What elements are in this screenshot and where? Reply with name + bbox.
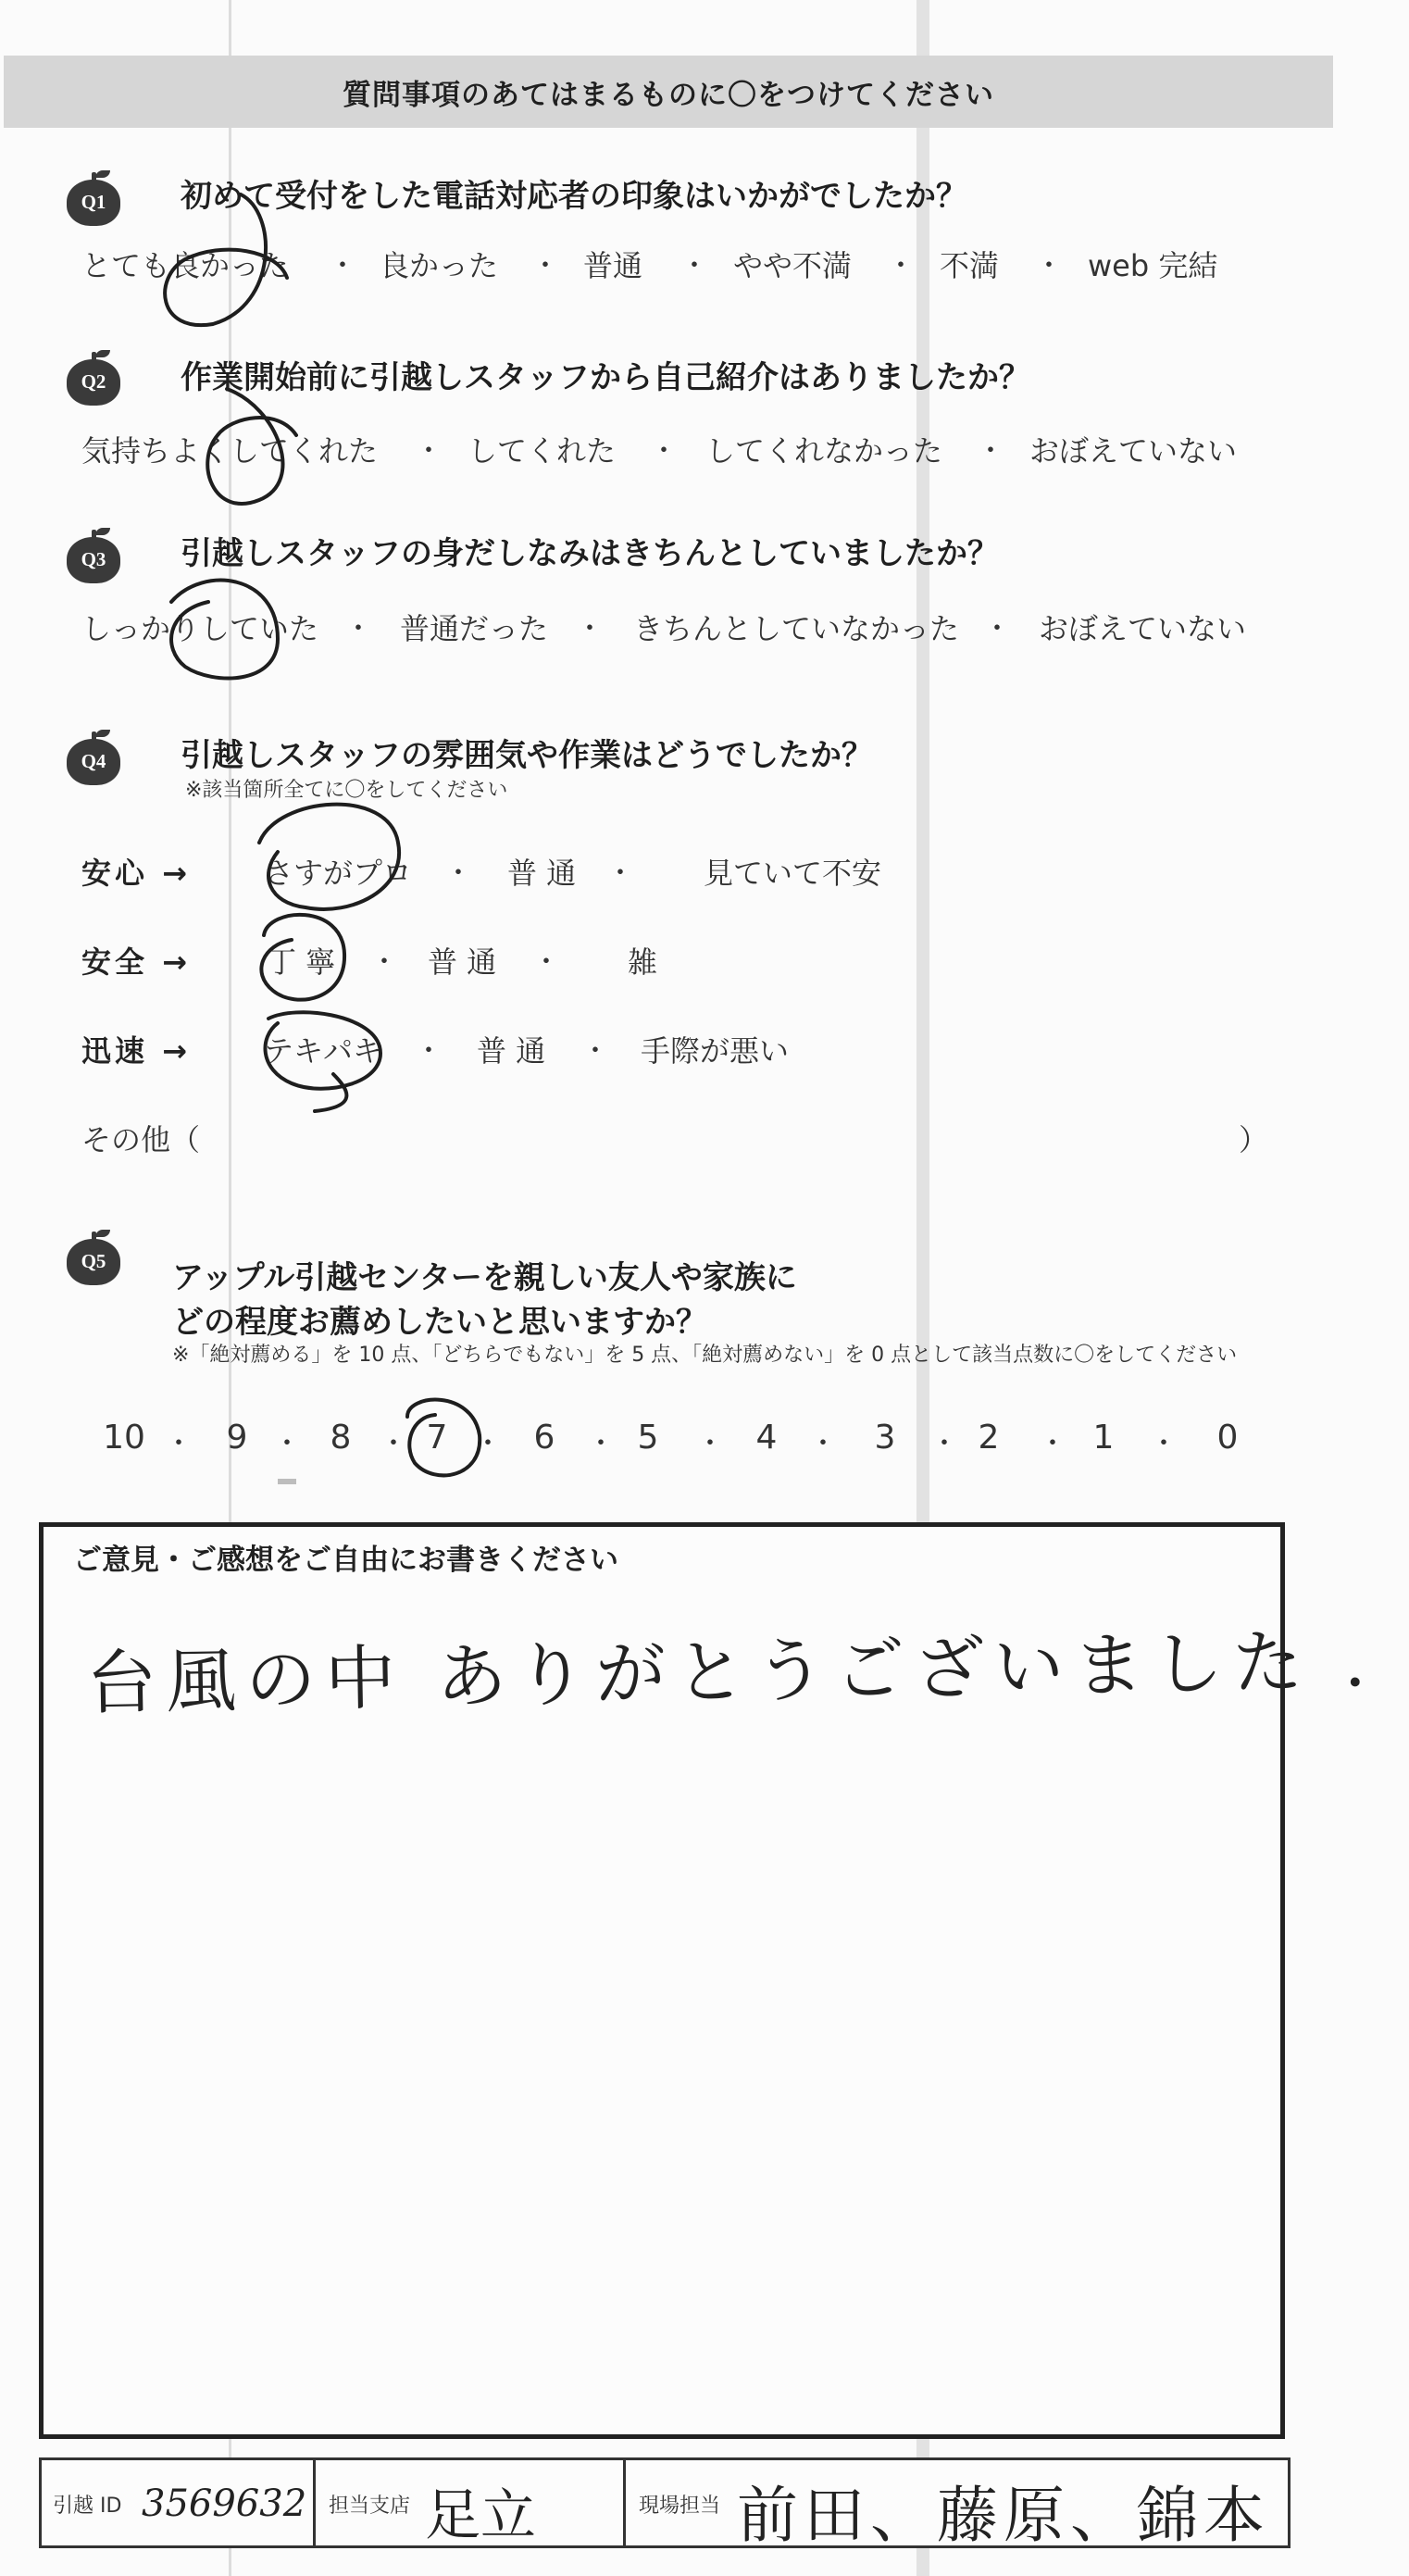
q4-reassurance-normal[interactable]: 普 通 <box>507 856 577 891</box>
q5-apple-icon: Q5 <box>67 1232 120 1285</box>
q4-category-safety: 安全 → <box>81 944 191 980</box>
q5-question-line2: どの程度お薦めしたいと思いますか？ <box>172 1304 707 1341</box>
q2-apple-icon: Q2 <box>67 352 120 406</box>
staff-label: 現場担当 <box>639 2495 721 2518</box>
q1-question: 初めて受付をした電話対応者の印象はいかがでしたか？ <box>181 178 967 215</box>
score-0[interactable]: 0 <box>1216 1419 1239 1457</box>
separator-dot: ・ <box>576 613 604 645</box>
comment-handwriting: 台風の中 ありがとうございました . <box>85 1619 1377 1725</box>
separator-dot: ・ <box>587 1428 615 1460</box>
score-9[interactable]: 9 <box>226 1419 248 1457</box>
q1-option-very-good[interactable]: とても良かった <box>81 248 290 283</box>
separator-dot: ・ <box>930 1428 958 1460</box>
separator-dot: ・ <box>983 613 1011 645</box>
separator-dot: ・ <box>532 946 560 979</box>
comment-label: ご意見・ご感想をご自由にお書きください <box>73 1544 618 1577</box>
q2-option-dont-remember[interactable]: おぼえていない <box>1029 433 1238 469</box>
branch-value: 足立 <box>425 2483 536 2548</box>
score-7[interactable]: 7 <box>426 1419 448 1457</box>
q4-reassurance-anxious[interactable]: 見ていて不安 <box>704 856 882 891</box>
footer-branch-cell <box>316 2460 626 2548</box>
q4-speed-normal[interactable]: 普 通 <box>477 1033 546 1069</box>
score-2[interactable]: 2 <box>978 1419 1000 1457</box>
q2-question: 作業開始前に引越しスタッフから自己紹介はありましたか？ <box>181 359 1030 396</box>
score-4[interactable]: 4 <box>755 1419 778 1457</box>
q1-option-normal[interactable]: 普通 <box>583 248 643 283</box>
separator-dot: ・ <box>809 1428 837 1460</box>
score-1[interactable]: 1 <box>1092 1419 1115 1457</box>
score-3[interactable]: 3 <box>874 1419 896 1457</box>
q5-question-line1: アップル引越センターを親しい友人や家族に <box>172 1259 797 1296</box>
separator-dot: ・ <box>696 1428 724 1460</box>
move-id-label: 引越 ID <box>53 2495 122 2518</box>
q4-speed-quick[interactable]: テキパキ <box>264 1033 383 1069</box>
separator-dot: ・ <box>273 1428 301 1460</box>
footer-id-cell <box>42 2460 316 2545</box>
instruction-header <box>4 56 1333 128</box>
q4-apple-icon: Q4 <box>67 732 120 785</box>
q1-option-web[interactable]: web 完結 <box>1088 248 1218 283</box>
separator-dot: ・ <box>415 1035 443 1068</box>
q2-option-did-not[interactable]: してくれなかった <box>705 433 943 469</box>
q5-note: ※「絶対薦める」を 10 点、「どちらでもない」を 5 点、「絶対薦めない」を 0 点として該当点数に〇をしてください <box>172 1344 1238 1367</box>
separator-dot: ・ <box>1035 250 1063 282</box>
separator-dot: ・ <box>329 250 356 282</box>
q4-note: ※該当箇所全てに〇をしてください <box>185 779 508 802</box>
footer-info <box>39 2457 1291 2551</box>
separator-dot: ・ <box>415 435 443 468</box>
q4-safety-normal[interactable]: 普 通 <box>428 944 497 980</box>
q3-option-neat[interactable]: しっかりしていた <box>81 611 319 646</box>
q1-option-slightly-dissatisfied[interactable]: やや不満 <box>733 248 853 283</box>
q1-option-dissatisfied[interactable]: 不満 <box>940 248 1000 283</box>
separator-dot: ・ <box>581 1035 609 1068</box>
q4-speed-clumsy[interactable]: 手際が悪い <box>641 1033 790 1069</box>
separator-dot: ・ <box>606 857 634 890</box>
separator-dot: ・ <box>650 435 678 468</box>
q1-option-good[interactable]: 良かった <box>380 248 499 283</box>
separator-dot: ・ <box>344 613 372 645</box>
q2-option-did[interactable]: してくれた <box>468 433 617 469</box>
score-5[interactable]: 5 <box>637 1419 659 1457</box>
comment-box[interactable] <box>39 1522 1377 2439</box>
q3-option-dont-remember[interactable]: おぼえていない <box>1039 611 1247 646</box>
score-10[interactable]: 10 <box>103 1419 145 1457</box>
footer-staff-cell <box>626 2460 1285 2551</box>
q3-apple-icon: Q3 <box>67 530 120 583</box>
score-8[interactable]: 8 <box>330 1419 352 1457</box>
staff-value: 前田、藤原、錦本 <box>737 2480 1270 2551</box>
separator-dot: ・ <box>444 857 472 890</box>
q1-apple-icon: Q1 <box>67 172 120 226</box>
separator-dot: ・ <box>680 250 708 282</box>
q4-safety-rough[interactable]: 雑 <box>628 944 658 980</box>
q4-other-close: ） <box>1239 1122 1269 1157</box>
separator-dot: ・ <box>370 946 398 979</box>
instruction-title: 質問事項のあてはまるものに〇をつけてください <box>343 78 994 112</box>
score-6[interactable]: 6 <box>533 1419 555 1457</box>
move-id-value: 3569632 <box>142 2482 307 2525</box>
separator-dot: ・ <box>1150 1428 1178 1460</box>
separator-dot: ・ <box>531 250 559 282</box>
q3-option-not-neat[interactable]: きちんとしていなかった <box>633 611 960 646</box>
q4-reassurance-professional[interactable]: さすがプロ <box>264 856 413 891</box>
q4-question: 引越しスタッフの雰囲気や作業はどうでしたか？ <box>181 737 873 774</box>
q2-option-pleasant[interactable]: 気持ちよくしてくれた <box>81 433 379 469</box>
branch-label: 担当支店 <box>329 2495 411 2518</box>
separator-dot: ・ <box>474 1428 502 1460</box>
q4-category-speed: 迅速 → <box>81 1033 191 1069</box>
q3-option-normal[interactable]: 普通だった <box>400 611 549 646</box>
separator-dot: ・ <box>977 435 1004 468</box>
q3-question: 引越しスタッフの身だしなみはきちんとしていましたか？ <box>181 535 999 572</box>
q4-safety-careful[interactable]: 丁 寧 <box>267 944 336 980</box>
separator-dot: ・ <box>1039 1428 1066 1460</box>
q4-other-label: その他（ <box>81 1122 201 1157</box>
separator-dot: ・ <box>887 250 915 282</box>
separator-dot: ・ <box>165 1428 193 1460</box>
q4-category-reassurance: 安心 → <box>81 856 191 891</box>
separator-dot: ・ <box>380 1428 407 1460</box>
